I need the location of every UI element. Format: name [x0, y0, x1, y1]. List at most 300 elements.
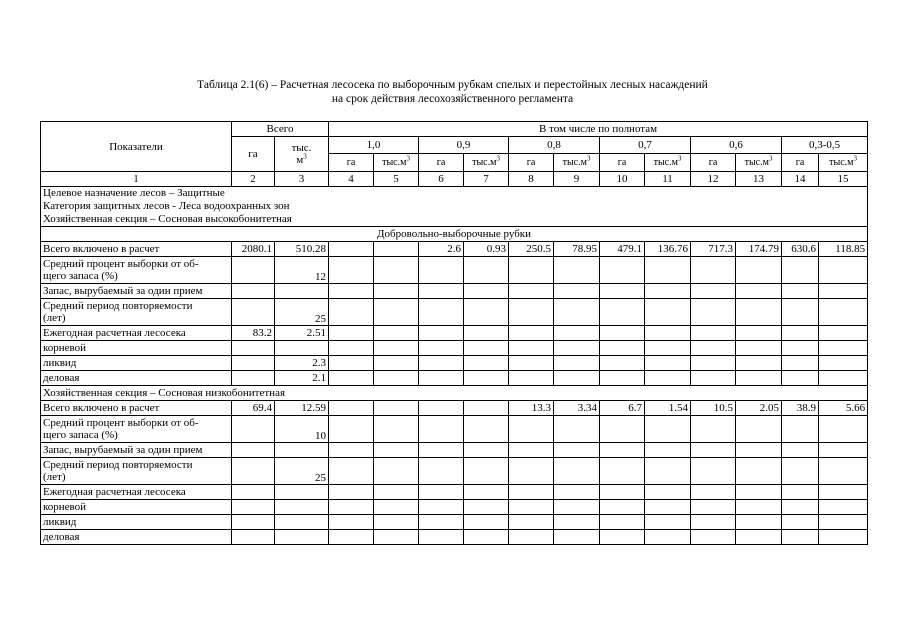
table-cell — [819, 299, 868, 326]
table-cell — [464, 515, 509, 530]
density-header: 0,3-0,5 — [782, 137, 868, 154]
table-cell — [374, 326, 419, 341]
table-cell — [329, 299, 374, 326]
table-cell — [736, 284, 782, 299]
table-cell — [374, 299, 419, 326]
row-label-line: корневой — [43, 342, 87, 354]
row-label — [41, 284, 232, 299]
table-cell — [600, 485, 645, 500]
table-cell: 10.5 — [691, 401, 736, 416]
table-cell — [374, 401, 419, 416]
table-cell — [329, 458, 374, 485]
table-cell — [374, 530, 419, 545]
table-cell — [232, 341, 275, 356]
row-label — [41, 530, 232, 545]
table-cell: 83.2 — [232, 326, 275, 341]
table-cell — [819, 326, 868, 341]
table-cell — [736, 257, 782, 284]
table-row — [41, 401, 868, 416]
table-cell — [691, 356, 736, 371]
table-row — [41, 485, 868, 500]
table-cell: 12 — [275, 257, 329, 284]
table-cell — [600, 284, 645, 299]
table-cell — [329, 341, 374, 356]
row-label — [41, 485, 232, 500]
table-cell — [691, 515, 736, 530]
table-cell: 2.1 — [275, 371, 329, 386]
density-header: 1,0 — [329, 137, 419, 154]
table-cell — [419, 371, 464, 386]
unit-volume-label: тыс.м — [653, 156, 678, 168]
table-cell — [736, 458, 782, 485]
row-label — [41, 458, 232, 485]
info-line-2: Категория защитных лесов - Леса водоохранных зон — [43, 200, 290, 212]
unit-volume-header — [464, 154, 509, 172]
table-cell — [554, 485, 600, 500]
density-header: 0,6 — [691, 137, 782, 154]
table-cell — [645, 515, 691, 530]
table-cell — [419, 299, 464, 326]
table-cell — [691, 371, 736, 386]
table-cell — [691, 500, 736, 515]
unit-ha-header: га — [600, 154, 645, 172]
table-cell — [645, 371, 691, 386]
table-cell — [782, 458, 819, 485]
unit-volume-cube: 3 — [853, 154, 857, 163]
section-2-body — [41, 401, 868, 545]
table-row — [41, 356, 868, 371]
table-cell — [691, 443, 736, 458]
table-cell — [232, 284, 275, 299]
table-cell — [329, 530, 374, 545]
info-block — [41, 187, 868, 227]
table-cell — [275, 284, 329, 299]
table-cell — [232, 500, 275, 515]
table-cell — [600, 341, 645, 356]
table-cell — [782, 485, 819, 500]
table-cell — [419, 284, 464, 299]
table-row — [41, 257, 868, 284]
row-label-line: ликвид — [43, 357, 77, 369]
table-cell — [554, 299, 600, 326]
table-cell — [782, 299, 819, 326]
table-cell — [464, 530, 509, 545]
table-cell: 12.59 — [275, 401, 329, 416]
table-cell — [782, 371, 819, 386]
density-header: 0,9 — [419, 137, 509, 154]
table-cell — [329, 326, 374, 341]
total-ha-header: га — [232, 137, 275, 172]
unit-ha-header: га — [691, 154, 736, 172]
row-label — [41, 401, 232, 416]
table-cell — [419, 257, 464, 284]
table-cell — [509, 458, 554, 485]
row-label-line: Всего включено в расчет — [43, 243, 160, 255]
row-label — [41, 299, 232, 326]
table-cell — [736, 500, 782, 515]
table-cell — [736, 371, 782, 386]
unit-volume-cube: 3 — [677, 154, 682, 163]
unit-volume-cube: 3 — [406, 154, 410, 163]
table-cell — [782, 326, 819, 341]
table-cell — [782, 500, 819, 515]
column-number: 9 — [554, 172, 600, 187]
table-row — [41, 284, 868, 299]
table-cell — [819, 500, 868, 515]
unit-volume-cube: 3 — [496, 154, 500, 163]
column-number: 6 — [419, 172, 464, 187]
table-cell — [509, 299, 554, 326]
table-cell — [645, 326, 691, 341]
volume-header-top: тыс. — [291, 142, 312, 154]
table-cell — [819, 443, 868, 458]
table-row — [41, 500, 868, 515]
table-cell — [691, 458, 736, 485]
unit-volume-cube: 3 — [768, 154, 773, 163]
table-cell — [819, 485, 868, 500]
table-cell — [419, 401, 464, 416]
table-cell — [782, 341, 819, 356]
table-cell — [600, 443, 645, 458]
unit-volume-label: тыс.м — [829, 156, 854, 168]
column-number-row — [41, 172, 868, 187]
felling-type: Добровольно-выборочные рубки — [41, 227, 868, 242]
density-header: 0,7 — [600, 137, 691, 154]
table-cell — [819, 257, 868, 284]
row-label — [41, 371, 232, 386]
column-number: 5 — [374, 172, 419, 187]
row-label-line: Ежегодная расчетная лесосека — [43, 327, 186, 339]
table-row — [41, 458, 868, 485]
table-cell — [691, 284, 736, 299]
table-cell — [419, 530, 464, 545]
table-cell — [232, 299, 275, 326]
unit-ha-header: га — [329, 154, 374, 172]
table-cell — [509, 443, 554, 458]
table-cell — [509, 257, 554, 284]
table-cell — [329, 284, 374, 299]
table-cell — [554, 341, 600, 356]
table-cell — [464, 284, 509, 299]
table-cell — [736, 530, 782, 545]
table-cell: 1.54 — [645, 401, 691, 416]
table-cell: 6.7 — [600, 401, 645, 416]
table-cell — [464, 401, 509, 416]
table-cell: 0.93 — [464, 242, 509, 257]
table-cell — [374, 257, 419, 284]
unit-volume-label: тыс.м — [744, 156, 769, 168]
table-cell — [691, 416, 736, 443]
table-cell — [691, 485, 736, 500]
table-cell — [600, 458, 645, 485]
table-cell — [736, 443, 782, 458]
table-cell: 250.5 — [509, 242, 554, 257]
table-cell: 2.6 — [419, 242, 464, 257]
table-cell — [275, 500, 329, 515]
table-cell — [509, 485, 554, 500]
column-number: 4 — [329, 172, 374, 187]
table-cell — [819, 356, 868, 371]
table-cell — [600, 326, 645, 341]
table-caption — [0, 78, 905, 106]
table-cell — [600, 530, 645, 545]
table-cell: 10 — [275, 416, 329, 443]
table-cell — [554, 371, 600, 386]
row-label-line: деловая — [43, 372, 80, 384]
table-cell — [232, 515, 275, 530]
row-label-line: корневой — [43, 501, 87, 513]
row-label — [41, 326, 232, 341]
table-cell — [232, 485, 275, 500]
indicator-header: Показатели — [41, 122, 232, 172]
table-cell: 69.4 — [232, 401, 275, 416]
table-cell — [509, 284, 554, 299]
row-label-line: деловая — [43, 531, 80, 543]
table-cell — [645, 284, 691, 299]
table-cell — [691, 326, 736, 341]
column-number: 11 — [645, 172, 691, 187]
table-cell — [645, 299, 691, 326]
table-cell — [464, 443, 509, 458]
unit-volume-header — [736, 154, 782, 172]
table-cell: 2.51 — [275, 326, 329, 341]
table-cell — [329, 416, 374, 443]
table-cell — [509, 326, 554, 341]
table-cell — [275, 515, 329, 530]
table-cell — [509, 341, 554, 356]
table-row — [41, 326, 868, 341]
info-line-1: Целевое назначение лесов – Защитные — [43, 187, 225, 199]
column-number: 12 — [691, 172, 736, 187]
total-header: Всего — [232, 122, 329, 137]
table-cell — [509, 500, 554, 515]
table-cell: 174.79 — [736, 242, 782, 257]
table-cell — [509, 515, 554, 530]
table-cell — [374, 500, 419, 515]
column-number: 14 — [782, 172, 819, 187]
table-cell: 78.95 — [554, 242, 600, 257]
table-cell — [600, 416, 645, 443]
row-label-line: (лет) — [43, 471, 66, 483]
row-label — [41, 341, 232, 356]
row-label-line: щего запаса (%) — [43, 270, 118, 282]
row-label-line: (лет) — [43, 312, 66, 324]
table-cell — [554, 416, 600, 443]
table-cell — [374, 242, 419, 257]
table-cell — [419, 416, 464, 443]
table-cell: 5.66 — [819, 401, 868, 416]
table-cell — [232, 443, 275, 458]
table-cell — [819, 515, 868, 530]
table-cell — [509, 416, 554, 443]
table-cell — [232, 416, 275, 443]
table-row — [41, 341, 868, 356]
table-cell — [645, 356, 691, 371]
table-cell — [329, 485, 374, 500]
table-cell — [600, 371, 645, 386]
table-cell — [554, 458, 600, 485]
table-cell — [232, 356, 275, 371]
table-cell — [374, 284, 419, 299]
table-cell — [819, 416, 868, 443]
table-cell — [329, 356, 374, 371]
table-cell — [782, 257, 819, 284]
column-number: 8 — [509, 172, 554, 187]
table-cell — [645, 485, 691, 500]
table-cell — [329, 257, 374, 284]
volume-header-unit: м — [296, 154, 304, 166]
unit-volume-cube: 3 — [586, 154, 591, 163]
table-cell — [464, 299, 509, 326]
row-label-line: ликвид — [43, 516, 77, 528]
table-cell — [819, 341, 868, 356]
column-number: 15 — [819, 172, 868, 187]
table-cell: 717.3 — [691, 242, 736, 257]
column-number: 13 — [736, 172, 782, 187]
table-cell — [275, 341, 329, 356]
table-cell — [554, 515, 600, 530]
table-row — [41, 242, 868, 257]
unit-volume-header — [645, 154, 691, 172]
table-cell — [509, 530, 554, 545]
table-cell — [782, 416, 819, 443]
table-cell — [645, 416, 691, 443]
table-cell: 13.3 — [509, 401, 554, 416]
table-cell — [782, 530, 819, 545]
table-cell — [464, 416, 509, 443]
table-cell — [329, 242, 374, 257]
table-cell — [232, 371, 275, 386]
unit-ha-header: га — [509, 154, 554, 172]
table-cell — [819, 530, 868, 545]
table-row — [41, 530, 868, 545]
row-label — [41, 515, 232, 530]
table-cell — [374, 356, 419, 371]
table-row — [41, 299, 868, 326]
table-cell — [464, 371, 509, 386]
table-cell — [554, 284, 600, 299]
table-cell — [329, 500, 374, 515]
table-cell — [329, 443, 374, 458]
table-cell — [509, 356, 554, 371]
table-cell — [736, 515, 782, 530]
unit-volume-label: тыс.м — [382, 156, 407, 168]
table-cell — [374, 485, 419, 500]
table-cell — [554, 530, 600, 545]
table-cell — [782, 356, 819, 371]
table-cell — [464, 500, 509, 515]
total-volume-header — [275, 137, 329, 172]
info-line-3: Хозяйственная секция – Сосновая высокобонитетная — [43, 213, 292, 225]
unit-volume-label: тыс.м — [562, 156, 587, 168]
table-cell: 38.9 — [782, 401, 819, 416]
row-label-line: Запас, вырубаемый за один прием — [43, 444, 203, 456]
caption-line-2: на срок действия лесохозяйственного регламента — [331, 93, 574, 105]
column-number: 2 — [232, 172, 275, 187]
table-cell — [329, 371, 374, 386]
table-cell — [736, 299, 782, 326]
table-cell: 25 — [275, 299, 329, 326]
column-number: 10 — [600, 172, 645, 187]
table-cell — [329, 515, 374, 530]
row-label — [41, 500, 232, 515]
row-label-line: Средний период повторяемости — [43, 300, 193, 312]
table-cell — [275, 443, 329, 458]
row-label-line: Средний процент выборки от об- — [43, 417, 199, 429]
table-cell — [600, 257, 645, 284]
table-cell — [554, 443, 600, 458]
density-header: 0,8 — [509, 137, 600, 154]
table-cell — [374, 443, 419, 458]
table-cell — [645, 500, 691, 515]
table-cell — [645, 443, 691, 458]
caption-line-1: Таблица 2.1(6) – Расчетная лесосека по выборочным рубкам спелых и перестойных лесных насаждений — [197, 79, 708, 91]
table-cell — [736, 416, 782, 443]
table-cell — [419, 515, 464, 530]
unit-ha-header: га — [782, 154, 819, 172]
table-cell — [374, 416, 419, 443]
felling-type-row — [41, 227, 868, 242]
table-cell — [691, 299, 736, 326]
table-cell — [554, 326, 600, 341]
table-cell: 510.28 — [275, 242, 329, 257]
table-cell — [329, 401, 374, 416]
table-cell — [782, 515, 819, 530]
table-cell — [736, 326, 782, 341]
row-label-line: Запас, вырубаемый за один прием — [43, 285, 203, 297]
table-row — [41, 416, 868, 443]
table-cell — [464, 356, 509, 371]
table-cell — [645, 257, 691, 284]
table-cell — [419, 500, 464, 515]
table-cell — [464, 458, 509, 485]
table-cell: 118.85 — [819, 242, 868, 257]
table-cell — [374, 515, 419, 530]
table-cell: 2.3 — [275, 356, 329, 371]
table-cell — [819, 371, 868, 386]
felling-table — [40, 121, 868, 545]
row-label — [41, 443, 232, 458]
row-label — [41, 356, 232, 371]
info-row — [41, 187, 868, 227]
table-cell — [374, 371, 419, 386]
section-1-body — [41, 242, 868, 386]
row-label — [41, 416, 232, 443]
table-cell — [691, 341, 736, 356]
section-title-row — [41, 386, 868, 401]
section-2-title: Хозяйственная секция – Сосновая низкобонитетная — [41, 386, 868, 401]
table-cell — [464, 326, 509, 341]
table-row — [41, 443, 868, 458]
table-cell — [419, 326, 464, 341]
row-label-line: Всего включено в расчет — [43, 402, 160, 414]
table-cell — [554, 500, 600, 515]
table-cell — [782, 284, 819, 299]
table-cell: 479.1 — [600, 242, 645, 257]
table-cell: 136.76 — [645, 242, 691, 257]
table-cell: 2080.1 — [232, 242, 275, 257]
row-label — [41, 242, 232, 257]
table-cell — [554, 356, 600, 371]
table-cell — [691, 530, 736, 545]
table-cell: 3.34 — [554, 401, 600, 416]
table-cell — [232, 458, 275, 485]
table-cell — [419, 458, 464, 485]
row-label — [41, 257, 232, 284]
table-cell — [419, 485, 464, 500]
table-cell — [275, 530, 329, 545]
unit-volume-label: тыс.м — [472, 156, 497, 168]
